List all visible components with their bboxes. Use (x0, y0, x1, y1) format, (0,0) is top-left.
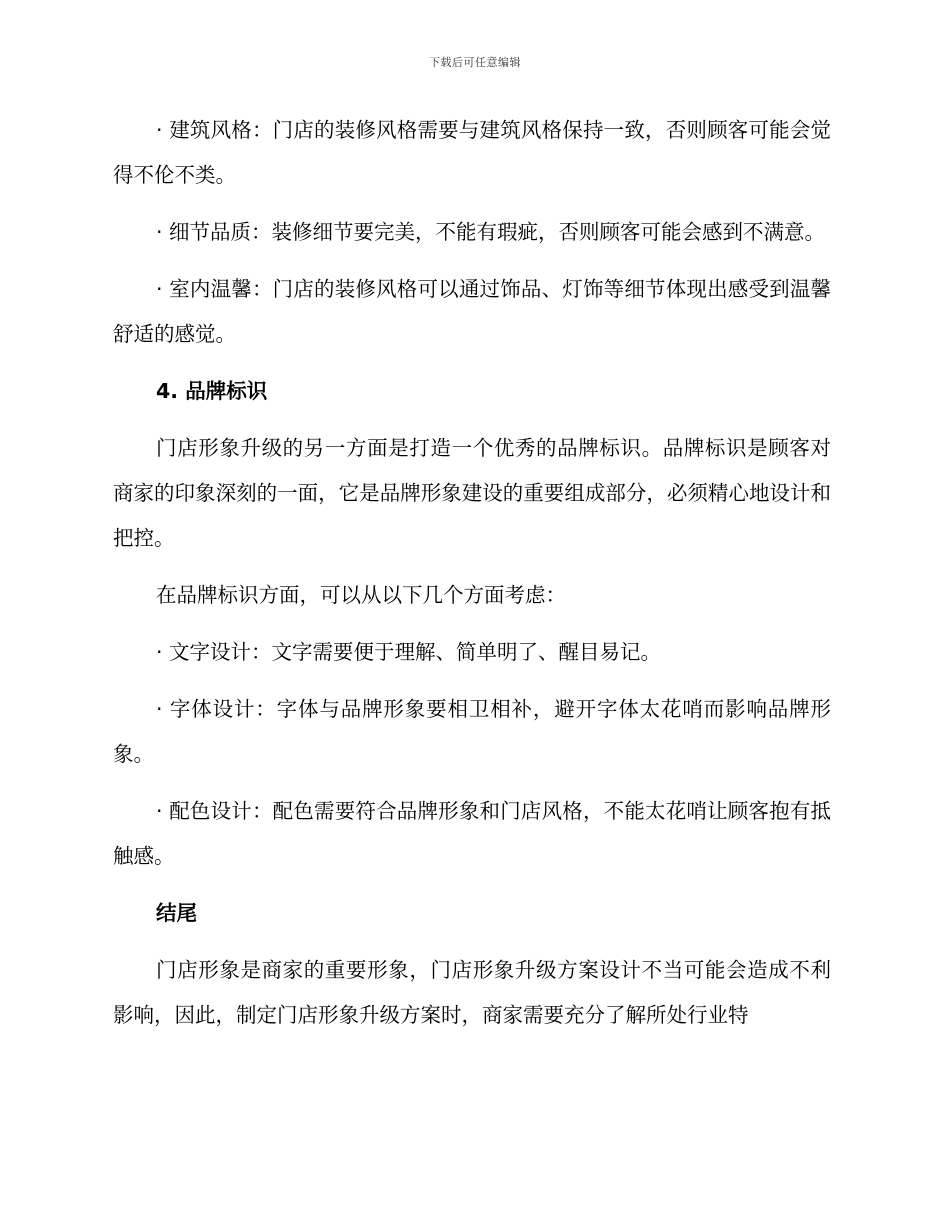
bullet-building-style: · 建筑风格：门店的装修风格需要与建筑风格保持一致，否则顾客可能会觉得不伦不类。 (113, 118, 831, 187)
paragraph-conclusion: 门店形象是商家的重要形象，门店形象升级方案设计不当可能会造成不利影响，因此，制定门店形象升级方案时，商家需要充分了解所处行业特 (113, 958, 831, 1027)
bullet-color-design: · 配色设计：配色需要符合品牌形象和门店风格，不能太花哨让顾客抱有抵触感。 (113, 799, 831, 868)
section-heading-brand-logo: 4. 品牌标识 (156, 379, 268, 403)
paragraph-brand-logo-intro: 门店形象升级的另一方面是打造一个优秀的品牌标识。品牌标识是顾客对商家的印象深刻的一面，它是品牌形象建设的重要组成部分，必须精心地设计和把控。 (113, 436, 831, 550)
bullet-interior-warmth: · 室内温馨：门店的装修风格可以通过饰品、灯饰等细节体现出感受到温馨舒适的感觉。 (113, 277, 831, 346)
document-body (113, 108, 831, 1050)
bullet-detail-quality: · 细节品质：装修细节要完美，不能有瑕疵，否则顾客可能会感到不满意。 (156, 220, 826, 244)
page-header: 下载后可任意编辑 (429, 56, 521, 69)
bullet-text-design: · 文字设计：文字需要便于理解、简单明了、醒目易记。 (156, 640, 662, 664)
bullet-font-design: · 字体设计：字体与品牌形象要相卫相补，避开字体太花哨而影响品牌形象。 (113, 697, 831, 766)
paragraph-brand-logo-aspects: 在品牌标识方面，可以从以下几个方面考虑： (156, 583, 566, 607)
section-heading-conclusion: 结尾 (156, 901, 197, 925)
